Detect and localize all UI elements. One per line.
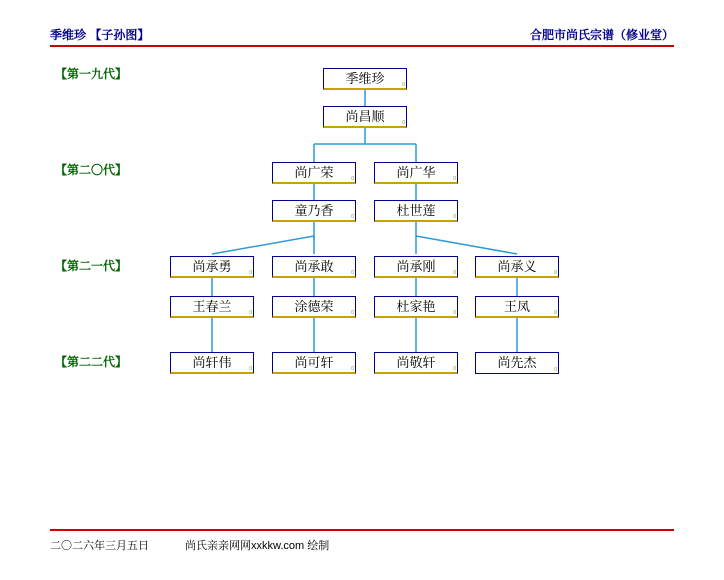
person-name: 尚承敢 [294, 259, 334, 274]
person-mark: 0 [351, 366, 354, 372]
person-mark: 0 [453, 214, 456, 220]
person-node[interactable] [475, 296, 559, 318]
person-name: 童乃香 [294, 203, 334, 218]
person-mark: 0 [402, 82, 405, 88]
header-right-title: 合肥市尚氏宗谱（修业堂） [529, 28, 674, 42]
person-name: 尚承刚 [396, 259, 436, 274]
person-mark: 0 [453, 270, 456, 276]
person-node[interactable] [272, 256, 356, 278]
person-mark: 0 [351, 270, 354, 276]
person-mark: 0 [453, 176, 456, 182]
person-mark: 0 [351, 310, 354, 316]
person-name: 王春兰 [192, 299, 232, 314]
person-mark: 0 [453, 310, 456, 316]
person-name: 杜世莲 [396, 203, 436, 218]
footer-credit: 尚氏亲亲网网xxkkw.com 绘制 [185, 540, 330, 552]
person-node[interactable] [374, 200, 458, 222]
person-mark: 0 [249, 270, 252, 276]
header-divider [50, 45, 674, 47]
person-mark: 0 [453, 366, 456, 372]
person-node[interactable] [170, 296, 254, 318]
person-name: 尚可轩 [294, 355, 334, 370]
generation-label-21: 【第二一代】 [55, 259, 128, 273]
person-node[interactable] [374, 296, 458, 318]
person-node[interactable] [272, 296, 356, 318]
person-node[interactable] [170, 256, 254, 278]
person-mark: 0 [554, 367, 557, 373]
person-name: 尚广荣 [294, 165, 334, 180]
person-node[interactable] [272, 162, 356, 184]
person-name: 尚广华 [396, 165, 436, 180]
person-name: 季维珍 [345, 71, 385, 86]
person-name: 尚承勇 [192, 259, 232, 274]
generation-label-20: 【第二〇代】 [55, 163, 128, 177]
person-mark: 0 [351, 176, 354, 182]
person-name: 尚敬轩 [396, 355, 436, 370]
person-mark: 0 [249, 310, 252, 316]
person-node[interactable] [272, 200, 356, 222]
person-node[interactable] [374, 256, 458, 278]
person-name: 杜家艳 [396, 299, 436, 314]
person-node[interactable] [374, 162, 458, 184]
person-node[interactable] [323, 68, 407, 90]
footer-date: 二〇二六年三月五日 [50, 540, 149, 552]
person-mark: 0 [554, 270, 557, 276]
person-name: 尚昌顺 [345, 109, 385, 124]
header-left-title: 季维珍 【子孙图】 [50, 28, 150, 42]
person-name: 涂德荣 [294, 299, 334, 314]
person-node[interactable] [475, 352, 559, 374]
person-node[interactable] [374, 352, 458, 374]
person-mark: 0 [554, 310, 557, 316]
person-mark: 0 [249, 366, 252, 372]
person-mark: 0 [351, 214, 354, 220]
person-node[interactable] [475, 256, 559, 278]
person-name: 王凤 [503, 299, 530, 314]
person-mark: 0 [402, 120, 405, 126]
person-node[interactable] [272, 352, 356, 374]
page-footer [50, 537, 674, 555]
person-name: 尚先杰 [497, 355, 537, 370]
person-node[interactable] [323, 106, 407, 128]
person-name: 尚轩伟 [192, 355, 232, 370]
person-node[interactable] [170, 352, 254, 374]
footer-divider [50, 529, 674, 531]
generation-label-22: 【第二二代】 [55, 355, 128, 369]
person-name: 尚承义 [497, 259, 537, 274]
generation-label-19: 【第一九代】 [55, 67, 128, 81]
